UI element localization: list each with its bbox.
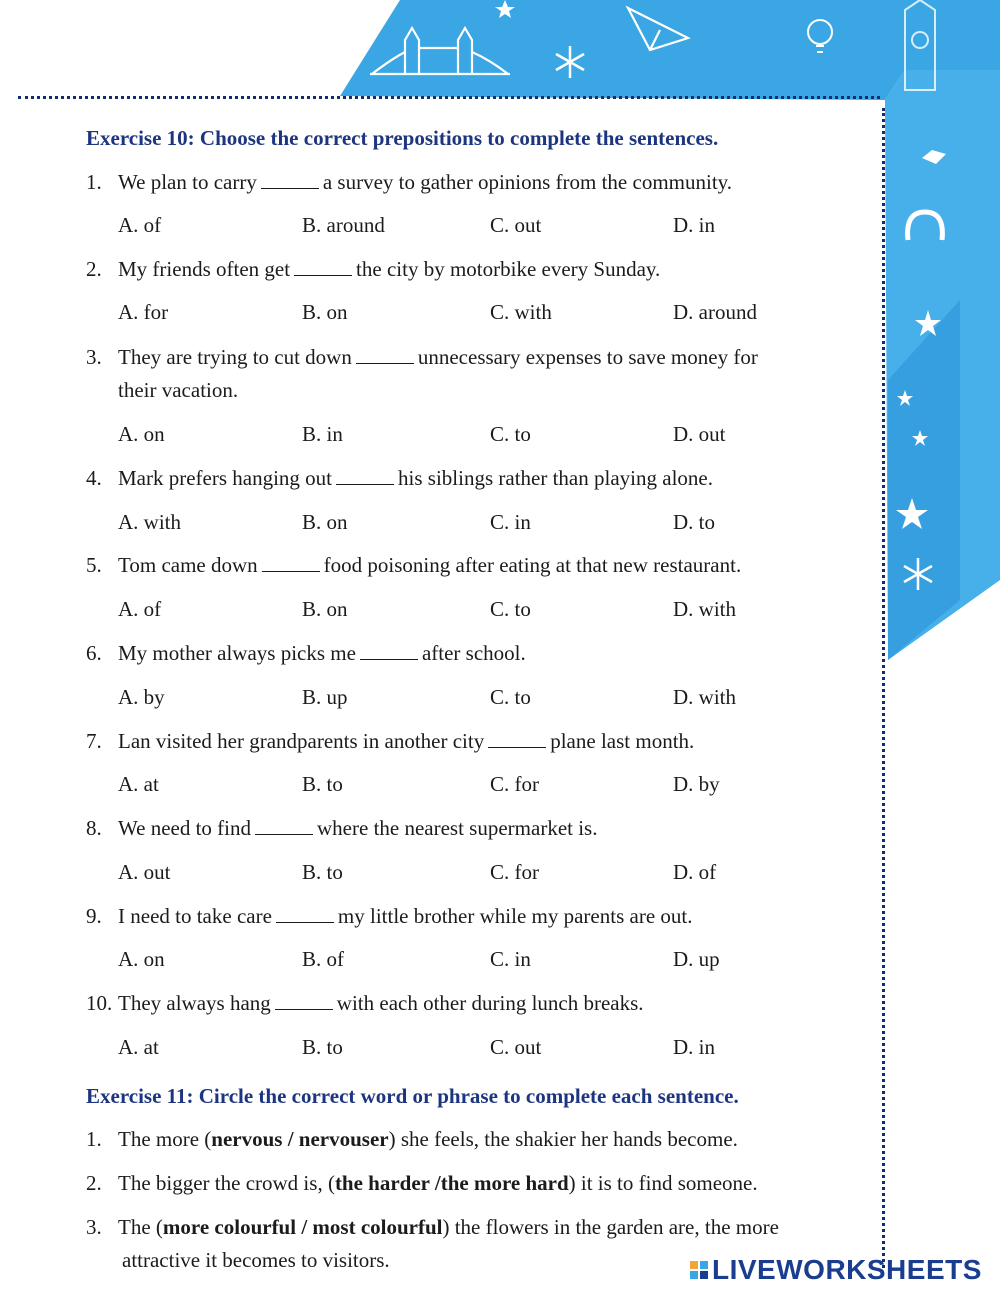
item-text-pre: The ( bbox=[118, 1215, 163, 1239]
answer-option[interactable]: A. on bbox=[118, 422, 165, 446]
item-text-pre: The more ( bbox=[118, 1127, 212, 1151]
answer-option[interactable]: D. by bbox=[673, 772, 720, 796]
answer-option[interactable]: B. to bbox=[302, 1035, 343, 1059]
item-text-post: ) she feels, the shakier her hands become. bbox=[388, 1127, 738, 1151]
answer-option[interactable]: B. in bbox=[302, 422, 343, 446]
question-4 bbox=[86, 466, 713, 491]
question-number: 1. bbox=[86, 170, 102, 194]
exercise-11-title: Exercise 11: Circle the correct word or phrase to complete each sentence. bbox=[86, 1084, 739, 1108]
answer-option[interactable]: B. up bbox=[302, 685, 348, 709]
answer-blank[interactable] bbox=[336, 466, 394, 485]
dotted-border-top bbox=[18, 96, 880, 99]
question-3 bbox=[86, 345, 758, 370]
item-text-post: ) it is to find someone. bbox=[568, 1171, 758, 1195]
answer-option[interactable]: A. of bbox=[118, 597, 162, 621]
answer-option[interactable]: C. to bbox=[490, 685, 531, 709]
answer-option[interactable]: B. around bbox=[302, 213, 385, 237]
answer-option[interactable]: D. in bbox=[673, 213, 715, 237]
question-text-before: My mother always picks me bbox=[118, 641, 356, 665]
answer-option[interactable]: A. for bbox=[118, 300, 169, 324]
answer-option[interactable]: D. around bbox=[673, 300, 757, 324]
answer-option[interactable]: A. with bbox=[118, 510, 181, 534]
question-text-after: with each other during lunch breaks. bbox=[336, 991, 644, 1015]
question-1 bbox=[86, 170, 732, 195]
question-number: 9. bbox=[86, 904, 102, 928]
answer-blank[interactable] bbox=[294, 257, 352, 276]
question-text-before: Tom came down bbox=[118, 553, 258, 577]
ex11-item-2 bbox=[86, 1171, 758, 1196]
question-number: 3. bbox=[86, 345, 102, 369]
question-text-before: Mark prefers hanging out bbox=[118, 466, 333, 490]
answer-option[interactable]: D. out bbox=[673, 422, 726, 446]
answer-blank[interactable] bbox=[275, 991, 333, 1010]
answer-blank[interactable] bbox=[360, 641, 418, 660]
answer-blank[interactable] bbox=[255, 816, 313, 835]
item-number: 1. bbox=[86, 1127, 102, 1151]
exercise-10-title: Exercise 10: Choose the correct prepositions to complete the sentences. bbox=[86, 126, 719, 150]
question-number: 2. bbox=[86, 257, 102, 281]
answer-option[interactable]: A. at bbox=[118, 772, 159, 796]
question-text-before: They always hang bbox=[118, 991, 271, 1015]
answer-option[interactable]: A. on bbox=[118, 947, 165, 971]
question-text-after: unnecessary expenses to save money for bbox=[417, 345, 758, 369]
question-text-after: my little brother while my parents are out. bbox=[337, 904, 693, 928]
answer-option[interactable]: B. on bbox=[302, 597, 348, 621]
dotted-border-right bbox=[882, 108, 885, 1268]
question-number: 7. bbox=[86, 729, 102, 753]
answer-option[interactable]: A. of bbox=[118, 213, 162, 237]
question-9 bbox=[86, 904, 692, 929]
question-6 bbox=[86, 641, 526, 666]
item-text-post: ) the flowers in the garden are, the more bbox=[442, 1215, 779, 1239]
question-text-after: plane last month. bbox=[550, 729, 695, 753]
answer-option[interactable]: C. to bbox=[490, 422, 531, 446]
answer-blank[interactable] bbox=[488, 729, 546, 748]
item-continuation: attractive it becomes to visitors. bbox=[122, 1248, 390, 1272]
choice-options[interactable]: the harder /the more hard bbox=[334, 1171, 569, 1195]
ex11-item-1 bbox=[86, 1127, 738, 1152]
question-text-before: We need to find bbox=[118, 816, 252, 840]
item-number: 2. bbox=[86, 1171, 102, 1195]
choice-options[interactable]: more colourful / most colourful bbox=[162, 1215, 443, 1239]
answer-option[interactable]: D. up bbox=[673, 947, 720, 971]
question-text-before: I need to take care bbox=[118, 904, 272, 928]
item-text-pre: The bigger the crowd is, ( bbox=[118, 1171, 335, 1195]
answer-option[interactable]: A. out bbox=[118, 860, 171, 884]
question-text-before: My friends often get bbox=[118, 257, 291, 281]
answer-option[interactable]: C. for bbox=[490, 772, 539, 796]
question-7 bbox=[86, 729, 694, 754]
answer-option[interactable]: C. out bbox=[490, 1035, 542, 1059]
question-text-after: his siblings rather than playing alone. bbox=[398, 466, 713, 490]
question-8 bbox=[86, 816, 597, 841]
question-text-after: a survey to gather opinions from the community. bbox=[322, 170, 733, 194]
logo-text: LIVEWORKSHEETS bbox=[712, 1254, 982, 1285]
answer-option[interactable]: C. with bbox=[490, 300, 552, 324]
answer-option[interactable]: D. of bbox=[673, 860, 717, 884]
liveworksheets-logo bbox=[690, 1252, 982, 1288]
answer-option[interactable]: C. to bbox=[490, 597, 531, 621]
answer-option[interactable]: A. at bbox=[118, 1035, 159, 1059]
answer-option[interactable]: D. with bbox=[673, 685, 736, 709]
question-text-after: food poisoning after eating at that new restaurant. bbox=[323, 553, 742, 577]
question-number: 8. bbox=[86, 816, 102, 840]
question-number: 4. bbox=[86, 466, 102, 490]
question-text-before: They are trying to cut down bbox=[118, 345, 352, 369]
answer-blank[interactable] bbox=[262, 553, 320, 572]
answer-option[interactable]: A. by bbox=[118, 685, 165, 709]
question-text-before: We plan to carry bbox=[118, 170, 257, 194]
question-number: 10. bbox=[86, 991, 113, 1015]
answer-option[interactable]: B. on bbox=[302, 300, 348, 324]
answer-blank[interactable] bbox=[356, 345, 414, 364]
question-continuation: their vacation. bbox=[118, 378, 239, 402]
answer-option[interactable]: B. of bbox=[302, 947, 344, 971]
answer-option[interactable]: C. for bbox=[490, 860, 539, 884]
question-10 bbox=[86, 991, 644, 1016]
question-2 bbox=[86, 257, 660, 282]
answer-option[interactable]: D. in bbox=[673, 1035, 715, 1059]
question-text-after: the city by motorbike every Sunday. bbox=[356, 257, 661, 281]
answer-option[interactable]: C. in bbox=[490, 947, 531, 971]
logo-grid-icon bbox=[690, 1261, 708, 1279]
question-text-after: where the nearest supermarket is. bbox=[317, 816, 598, 840]
answer-option[interactable]: B. to bbox=[302, 860, 343, 884]
question-text-before: Lan visited her grandparents in another city bbox=[118, 729, 485, 753]
answer-blank[interactable] bbox=[276, 904, 334, 923]
choice-options[interactable]: nervous / nervouser bbox=[211, 1127, 389, 1151]
answer-blank[interactable] bbox=[261, 170, 319, 189]
answer-option[interactable]: B. to bbox=[302, 772, 343, 796]
answer-option[interactable]: D. with bbox=[673, 597, 736, 621]
question-number: 5. bbox=[86, 553, 102, 577]
answer-option[interactable]: B. on bbox=[302, 510, 348, 534]
question-text-after: after school. bbox=[421, 641, 526, 665]
answer-option[interactable]: C. out bbox=[490, 213, 542, 237]
answer-option[interactable]: D. to bbox=[673, 510, 715, 534]
question-5 bbox=[86, 553, 741, 578]
ex11-item-3 bbox=[86, 1215, 779, 1240]
answer-option[interactable]: C. in bbox=[490, 510, 531, 534]
question-number: 6. bbox=[86, 641, 102, 665]
item-number: 3. bbox=[86, 1215, 102, 1239]
